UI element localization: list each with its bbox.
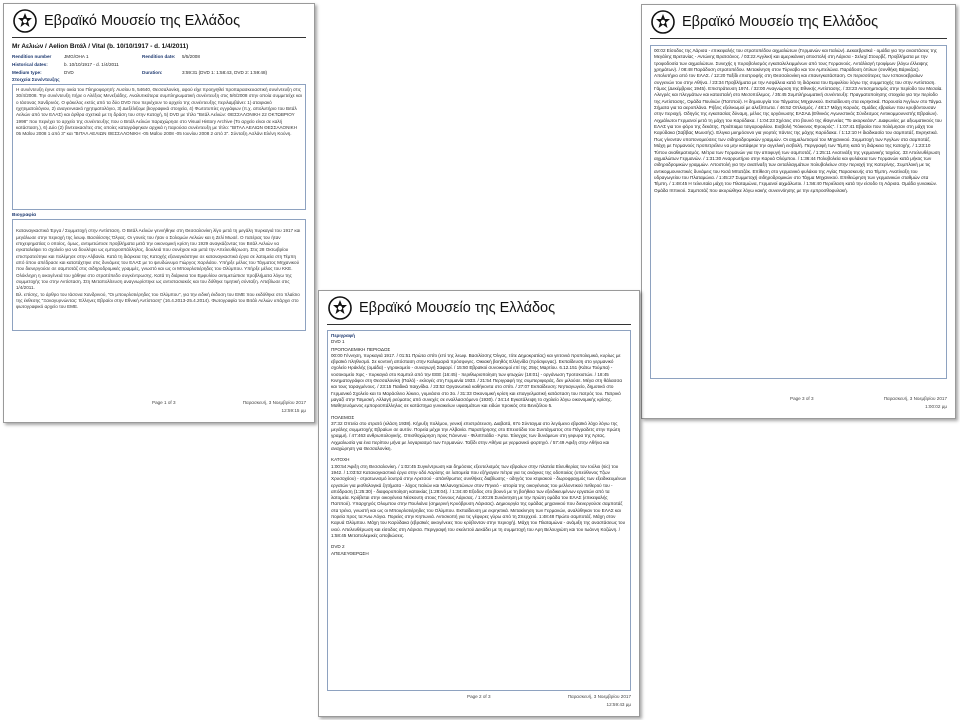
interview-details-text	[12, 84, 306, 210]
period-text: 00:00 Γέννηση, πυρκαγιά 1917. / 01:51 Πρώτα σπίτι (επί της λεωφ. Βασιλίσσης Όλγας, τότε Δημοκρατίας) και γειτονιά προπολεμικά, κυρίως με εβραϊκό πληθυσμό. Σε κοντινή απόσταση στην Καλαμαριά πρόσφυγες. Οικιακή βοηθός Ελληνίδα (πρόσφυγας). Εκπαίδευση στο γερμανικό σχολείο Ηράκλής (ομάδα) - γηροκομείο - συναγωγή Σαφαρί. / 15:50 Εβραϊκοί συνοικισμοί επί της 25ης Μαρτίου. 6.12.151 (Κάτω Τούμπα) - νοσοκομείο Χιρς - πυρκαγιά στο Καμπελ από την ΕΕΕ (16:45) - περιθωριοποίηση των φτωχών (18:01) - οργάνωση Τροτσκιστών. / 18:45 Κινηματογράφοι στη Θεσσαλονίκη (Παλό) - εκλογές στη Γερμανία 1933. / 21:54 Περιγραφή της συμπεριφοράς, δεν μιλούσε. Μέγα στη θάλασσα και τους ταραγμένους. / 23:15 Παιδικά παιχνίδια. / 23:52 Οργανωτικά καθήκοντα στο σπίτι. / 27:07 Εκπαίδευση: Νηπιαγωγείο, δημοτικό στο Γερμανικό Σχολείο και το Μαράσλειο λύκειο, γυμνάσιο στο 3ο. / 31:33 Οικονομική κρίση και επαγγελματική κατάσταση του πατρός του. Πατρικό μαγαζί στην Τσιμισκή. Αλλαγή ρεύματος από συνεχές σε εναλλασσόμενο (1930). / 34:14 Εγκατάλειψη το σχολείο λόγω οικονομικής κρίσης. Μαθητευόμενος εμποροϋπάλληλος σε κατάστημα γυναικείων υφασμάτων και ειδών προικός στο Βενιζέλου 5.	[331, 352, 623, 409]
period-text: 1:00:54 Άφιξη στη Θεσσαλονίκη. / 1:02:45 Συγκέντρωση και δημόσιος εξευτελισμός των εβραίων στην πλατεία Ελευθερίας τον Ιούλιο (sic) του 1942. / 1:03:52 Καταναγκαστικά έργα στην οδό Λαρίσης σε λατομεία που εξήγαγαν πέτρα για τις ανάγκες της οδοποιίας (υπεύθυνος Τζων Χρυσοχόου) - στρατωνισμό λουτρά στην Αρετσού - απάνθρωπες συνθήκες διαβίωσης - οδηγός του κτιριακού - δωροφραγμός των εξειδικευμένων εργατών για μισθολογικά ζητήματα - λόχος Ιταλών και Μελανοχιτώνων στον Πηνειό - ιστορία της οικογένειας του μελλοντικού πεθερού του - απόδραση (1:25:30) - διαφοροποίηση κατοικίας (1:28:04). / 1:34:40 Εξοδος στο βουνό με τη βοήθεια των εξειδικευμένων εργατών από τα λατομεία. Κρύβεται στην οικογένεια Νέσκουτη στους Γόννους Λάρισας. / 1:40:26 Συνάντηση με την πρώτη ομάδα του ΕΛΑΣ (επικεφαλής Παππού). Υπαρχηγός Ολυμπου στην Πουλιάνα (σημερινή Κρυόβρυση Λάρισας). Δημιουργία της ομάδας μηχανικού που διενεργούσε σαμποτάζ στα τρένα, γνωστή και ως οι Μπουρλοτιέρηδες του Ολύμπου. Εκπαίδευση με εκρηκτικά. Μετακίνηση των Γερμανών, αναλύθηκαν του ΕΛΑΣ και πορεία προς τα Άνω Λόγια. Πορείες στην Κηπωνιά. Αντισκοπή για τις γέφυρες γύρω από τη Σπερχειό. 1:48:48 Πρώτο σαμποτάζ. Μάχη στον Καρυά Ολύμπου. Μάχη του Καρύδακα (εβραϊκές οικογένειες που κρύβονταν στην περιοχή). Μάχη του Πλαταμώνα - ανάμιξη της αναστάσεως του υιού. Απελευθέρωση και είσοδος στη Λάρισα. Περιγραφή του σκελετού Δεκάδει με τη συμμετοχή του Αρη Βελουχιώτη και του Ιωάννη Κοζώνη. / 1:58:45 Μεταπολεμικές αποβιώσεις.	[331, 463, 627, 538]
page-number: Page 2 of 3	[467, 694, 491, 699]
description-box	[327, 330, 631, 691]
print-date: Παρασκευή, 3 Νοεμβρίου 2017	[883, 396, 947, 401]
record-title: Mr Aελιών / Aelion Βιτάλ / Vital (b. 10/10/1917 - d. 1/4/2011)	[12, 43, 189, 50]
museum-name: Εβραϊκό Μουσείο της Ελλάδος	[44, 13, 241, 29]
print-date: Παρασκευή, 3 Νοεμβρίου 2017	[567, 694, 631, 699]
metadata-row	[12, 70, 306, 75]
meta-value: DVD	[64, 70, 74, 75]
meta-label: Medium type:	[12, 70, 42, 75]
meta-label: Rendition date:	[142, 54, 176, 59]
print-time: 12:59:15 μμ	[281, 408, 306, 413]
period-heading: ΠΟΛΕΜΟΣ	[331, 414, 355, 420]
biography-text	[12, 219, 306, 331]
metadata-row	[12, 62, 306, 67]
meta-value	[182, 62, 306, 67]
description-heading: Περιγραφή	[331, 333, 355, 338]
meta-value: 5/5/2008	[182, 54, 200, 59]
interview-details-paragraph: Η συνέντευξη έγινε στην οικία του Πληροφορητή: Λυσίου 5, 54640, Θεσσαλονίκη, αφού είχε προηγηθεί προπαρασκευαστική συνέντευξη στις 30/4/2008. Την συνέντευξη πήρε ο Αλέξιος Μενεξιάδης. Αναλυτικότερα συμπληρωματική συνέντευξη στις 5/6/2008 στην οποία συμμετείχε και ο Ιάσονας Χανδρινός. Ο φάκελος εκτός από τα δύο DVD που περιέχουν το αρχείο της συνέντευξης περιλαμβάνει: 1) αταιριακό ηχητιματολόγιου, 2) αναγεννεακό ηχητιματολόγιο, 3) Διεξέλιξομε βιογραφικά στοιχεία, 4) Φωτοτυπίες εγγράφων (π.χ. απολυτήριο του Βιτάλ Αελιών από τον ΕΛΑΣ) και άρθρα σχετικά με τη δράση του στην Κατοχή, 5) DVD με τίτλο "Βιτάλ Αελιών: ΘΕΣΣΑΛΟΝΙΚΗ 22 ΟΚΤΩΒΡΙΟΥ 1998" που περιέχει το αρχείο της συνέντευξης που ο Βιτάλ Αελιών παραχώρησε στο Visual History Archive (Το αρχείο είναι σε καλή κατάσταση.), 6) Δύο (2) βιντεοκασέτες στις οποίες καταγράφηκαν αρχικά η παρούσα συνέντευξη με τίτλο: "ΒΙΤΑΛ ΑΕΛΙΩΝ ΘΕΣΣΑΛΟΝΙΚΗ 05 Μαΐου 2008 1 από 3" και "ΒΙΤΑΛ ΑΕΛΙΩΝ ΘΕΣΣΑΛΟΝΙΚΗ -05 Μαΐου 2008 -05 Ιουνίου 2008 2 από 3". Σύνταξη Ασλάνι Ελένη Κούνη.	[16, 87, 302, 137]
biography-heading: Βιογραφία	[12, 213, 37, 218]
dvd-2-label: DVD 2	[331, 544, 345, 550]
period-heading: ΠΡΟΠΟΛΕΜΙΚΗ ΠΕΡΙΟΔΟΣ	[331, 346, 391, 352]
description-continued-box	[650, 45, 947, 379]
meta-label: Duration:	[142, 70, 163, 75]
meta-value: 3:59:31 (DVD 1: 1:58:43, DVD 2: 1:59:48)	[182, 70, 268, 75]
print-time: 1:00:02 μμ	[925, 404, 947, 409]
meta-value: JMG/OHA 1	[64, 54, 89, 59]
document-page-1	[3, 3, 315, 423]
document-page-2	[318, 290, 640, 717]
interview-details-heading: Στοιχεία Συνέντευξης	[12, 78, 60, 83]
period-text: 37:32 Οπτεία στο στρατό (κλάση 1938). Κήρυξη πολέμου, γενική επιστράτευση. Διαβατά, 67ο Σύνταγμα στο λεγόμενο εβραϊκό λόχο λόγω της μεγάλης συμμετοχής Εβραίων σε αυτόν. Πορεία μέχρι την Αλβανία. Παρατήρησης στο Επεισόδιο του Συντάγματος στο Πόγραδετς στην πρώτη γραμμή. / 47:463 ανθρωπολογικής. Οπισθοχώρηση προς Γιάννενα - Φιλιππιάδα - Άρτα. Έλεγχος των δυνάμεων στη γεφυρα της Άρτας. Αιχμαλωσία για ένα περίπου μήνα με λογαριασμό των Γερμανών. Ταξίδι στην Αθήνα με γερμανικό φορτηγό. / 57:49 Αφιξη στην Αθήνα και αναχώρηση για Θεσσαλονίκη.	[331, 420, 621, 452]
page-header	[12, 4, 306, 38]
dvd-1-label: DVD 1	[331, 339, 345, 345]
page-number: Page 1 of 3	[152, 400, 176, 405]
page-footer	[650, 396, 947, 414]
biography-paragraph: Καταναγκαστικά Έργα / Συμμετοχή στην Αντίσταση. Ο Βιτάλ Αελιών γεννήθηκε στη Θεσσαλονίκη λίγο μετά τη μεγάλη πυρκαγιά του 1917 και μεγάλωσε στην περιοχή της λεωφ. Βασιλίσσης Όλγας. Οι γονείς του ήταν ο Σολομών Αελιών και η Ζελί Μωσέ. Ο πατέρας του ήταν επιχειρηματίας ο οποίος, όμως, αντιμετώπισε προβλήματα μετά την οικονομική κρίση του 1929 αναγκάζοντας τον Βιτάλ Αελιών να εγκαταλείψει το σχολείο για να δουλέψει ως εμποροϋπάλληλος, δουλειά που συνέχισε και μετά την Απελευθέρωση. Στις 28 Οκτωβρίου επιστρατεύτηκε και πολέμησε στην Αλβανία. Κατά τη διάρκεια της Κατοχής εξαναγκάστηκε σε καταναγκαστικά έργα σε λατομεία στη Τέμπη από όπου απέδρασε και κατατάχτηκε στις δυνάμεις του ΕΛΑΣ με το ψευδώνυμο Γιώργος Χαριλάου. Υπήρξε μέλος του Τάγματος Μηχανικού που διενεργούσε σε σαμποτάζ στις σιδηροδρομικές γραμμές, γνωστό και ως οι Μπουρλοτιέρηδες του Ολύμπου. Υπήρξε μέλος του ΚΚΕ. Ολόκληρη η οικογένειά του χάθηκε στο στρατόπεδο συγκέντρωσης. Κατά τη διάρκεια του Εμφυλίου αντιμετώπισε προβλήματα λόγω της συμμετοχής του στην Αντίσταση. Στη Μεταπολίτευση αναγνωρίστηκε ως αντιστασιακός και του δόθηκε τιμητική σύνταξη. Απεβίωσε στις 1/4/2011. Βλ. επίσης, το άρθρο του Ιάσονα Χανδρινού, "Οι μπουρλοτιέρηδες του Ολύμπου", για την ειδική έκδοση του ΕΜΕ που εκδόθηκε στο πλαίσιο της έκθεσης "Ξαναγυρνώντας: Έλληνες Εβραίοι στην Εθνική Αντίσταση" (16.4.2013-25.4.2014). Φωτογραφία του Βιτάλ Αελιών υπάρχει στο φωτογραφικό αρχείο του ΕΜΕ.	[16, 228, 301, 310]
period-heading: ΑΠΕΛΕΥΘΕΡΩΣΗ	[331, 550, 369, 556]
museum-name: Εβραϊκό Μουσείο της Ελλάδος	[359, 300, 556, 316]
period-heading: ΚΑΤΟΧΗ	[331, 457, 350, 463]
museum-logo-icon	[327, 295, 353, 321]
museum-logo-icon	[12, 8, 38, 34]
meta-label	[142, 62, 182, 67]
page-footer	[12, 400, 306, 418]
metadata-row	[12, 54, 306, 59]
page-number: Page 3 of 3	[790, 396, 814, 401]
page-header	[650, 5, 947, 39]
document-page-3	[641, 4, 956, 419]
page-footer	[327, 694, 631, 712]
museum-name: Εβραϊκό Μουσείο της Ελλάδος	[682, 14, 879, 30]
meta-label: Historical dates:	[12, 62, 48, 67]
print-time: 12:59:43 μμ	[606, 702, 631, 707]
description-continued-text: 00:02 Είσοδος της Λάρισα - επικεφαλής του στρατοπέδου αιχμαλώτων (Γερμανών και Ιταλών). Δεκαεβραϊκά - ομάδα για την αναστάσεις της Μεγάλης Βρετανίας - Αντώνης Βρατσάνος. / 03:22 Αγγλική και αμερικάνικη αποστολή στη Λάρισα - Σελεχί Στουρβζ. Προβλήματα με την τροφοδοσία των αιχμαλώτων. Συνεχής η πυροβολισμός εγκαταλελειμμένων από τους Γερμανούς. Αντάλλαγή τροφίμων (λόγω έλλειψης χρημάτων). / 08:48 Παράδοση στρατοπέδου. Μετακίνηση στον Τύρναβο και τον Αμπελώνα. Παράδοση όπλων (συνθήκη Βάρκιζας). Απολυτήριο από τον ΕΛΑΣ. / 12:20 Ταξίδι επιστροφής στη Θεσσαλονίκη και επανεγκατάσταση. Οι περισσότερες των Ισπανοεβραίων συγγενών του στην Αθήνα. / 23:34 Προβλήματα με την Ασφάλεια κατά τη διάρκεια του Εμφυλίου λόγω της συμμετοχής του στην Αντίσταση. Γάμος (Δεκέμβριος 1945). Επιστράτευση 1974. / 32:00 Αναγνώριση της Εθνικής Αντίστασης. / 33:23 Αντισημιτισμός στην περίοδο του Μεσαία. Αλεγρές και πλεγμάτων και κατασταλή στο Μεσοπόλεμος. / 35:45 Συμπλήρωματική συνέντευξη: Πραγματοποίησης στοιχεία για την περίοδο της Αντίστασης, Ομάδα Πουλιών (Παππού). Η δημιουργία του Τάγματος Μηχανικού. Εκπαίδευση στα εκρηκτικά. Παρουσία Άγγλων στο Τάγμα. Σήματα για τα αεροπλάνα. Ρήξεις εξελικωμοί με αλεξίπτωτα. / 46:52 Οπλισμός. / 48:17 Μάχη Καρυάς. Ομάδες εβραίων που κρυβόντουσαν στην περιοχή. Οδηγός της εγκατασίας δύναμη, μέλος της οργάνωσης ΕΑΣΑΔ (Εθνικός Αγωνιστικός Σύνδεσμος Αντικομμουνιστής Εβραίων). Αιχμάλωτοι Γερμανοί μετά τη μάχη του Καρύδακα. / 1:04:23 Σχέσεις στο βουνό της ιθαγενείας "Το ακορκεάον". Διαφωνίες με αξιωματικούς του ΕΛΑΣ για τον φόρο της δεκάτης. Πριάπιαμα τσιγαροφιλίου. Εισβολή "Κόκκινος Φρουρός". / 1:07:41 Εβραίοι που πολέμησαν στη μάχη του Καρύδακα (Σαββας Μωυσής). Ελιγκα μυημόσυνο για γιορτές πάντες της μάχης Καρύδακα. / 1:12:10 Η διαδικασία του σαμποτάζ. Εκρηκτικά. Πως γίνονταν υποπονομεύσεις των σιδηροδρομικών γραμμών. Οι αιχμαλωτισμοί του Μηχανικού. Συμμετοχή των Άγγλων στα σαμποτάζ. Μάχη με Γερμανούς προπετρέλευ να μην κατάφερε την αγγελική εισβολή. Περιγραφή των Τέμπη κατά τη διάρκεια της Κατοχής. / 1:23:10 Τύπου αναθεματισμός. Μέτρα των Γερμανών για την αποφυγή των σαμποτάζ. / 1:25:11 Ανατινάξη της γερμανικής ταχείας. 33 Απελευθέρωση αιχμαλώτων Γερμανών. / 1:31:30 Αναρρωτήριο στην Καρυά Ολύμπου. / 1:36:44 Πολυβολεία και φυλάκεια των Γερμανών κατά μήκος των σιδηροδρομικών γραμμών. Αποστολή για την ανατίναξη των ανταλλαγμάτων πολυβολείων στην περιοχή της Κατερίνης. Συμπλοκή με τις αντικομμουνιστικές δυνάμεις του Κισά Μπατζάκ. Επίθεση στο γερμανικό φυλάκιο της Αγίας Παρασκευής στα Τέμπη. Ανατίναξη του υδραγωγείου του Πλαταμώνα. / 1:45:27 Συμμετοχή σιδηροδρομικών στο Τάγμα Μηχανικού. Επιθεώρηση των γερμανικών σταθμών στα Τέμπη. / 1:48:45 Η τελευταία μάχη του Πλαταμώνα, Γερμανοί αιχμάλωτοι. / 1:56:40 Περιέλαση κατά την είσοδο τη Λάρισα. Ομάδα γυναικών. Ομάδα Ιππικού. Σαμποτάζ που ακυρώθηκε λόγω κακής συνεννόησης με την εμπροσθοφυλακή.	[654, 48, 943, 193]
museum-logo-icon	[650, 9, 676, 35]
page-header	[327, 291, 631, 325]
meta-label: Rendition number	[12, 54, 52, 59]
meta-value: b. 10/10/1917 - d. 1/4/2011	[64, 62, 119, 67]
print-date: Παρασκευή, 3 Νοεμβρίου 2017	[242, 400, 306, 405]
metadata-table	[12, 54, 306, 75]
